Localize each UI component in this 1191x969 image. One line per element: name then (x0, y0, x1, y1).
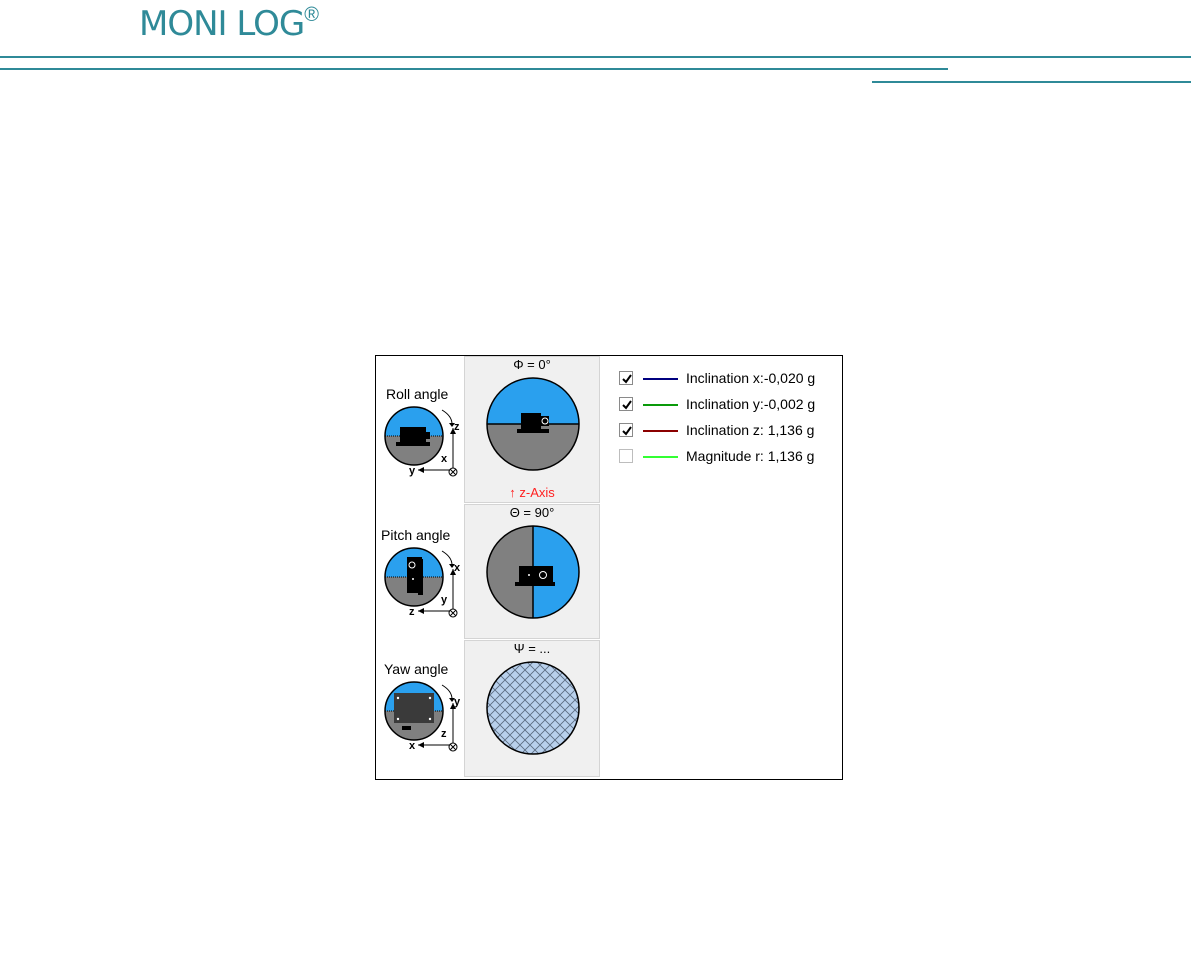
legend-label: Inclination y: (686, 396, 764, 412)
svg-text:x: x (454, 562, 461, 574)
legend-value: 1,136 g (767, 422, 815, 438)
inclination-y-line-sample (643, 404, 678, 406)
roll-angle-icon (382, 404, 466, 480)
pitch-angle-label: Pitch angle (381, 527, 451, 543)
svg-text:z: z (441, 728, 447, 740)
yaw-angle-icon (382, 679, 466, 755)
yaw-angle-label: Yaw angle (384, 661, 449, 677)
svg-text:x: x (441, 453, 448, 465)
z-axis-note: ↑ z-Axis (509, 485, 555, 500)
roll-attitude-indicator (485, 376, 581, 472)
magnitude-r-checkbox[interactable] (619, 449, 633, 463)
svg-text:z: z (409, 606, 415, 618)
registered-mark: ® (304, 4, 319, 26)
pitch-angle-icon (382, 545, 466, 621)
inclination-z-line-sample (643, 430, 678, 432)
yaw-angle-value: Ψ = ... (513, 641, 551, 656)
inclination-x-checkbox[interactable] (619, 371, 633, 385)
legend-label: Inclination z: (686, 422, 764, 438)
legend-value: 1,136 g (767, 448, 815, 464)
legend-label: Inclination x: (686, 370, 764, 386)
roll-angle-label: Roll angle (386, 386, 449, 402)
yaw-angle-display (464, 640, 600, 777)
legend-value: -0,002 g (763, 396, 816, 412)
pitch-angle-display (464, 504, 600, 639)
inclination-panel (375, 355, 843, 780)
header-rule-bottom (872, 81, 1191, 83)
inclination-z-checkbox[interactable] (619, 423, 633, 437)
magnitude-r-line-sample (643, 456, 678, 458)
roll-angle-value: Φ = 0° (513, 357, 551, 372)
header-rule-middle (0, 68, 948, 70)
pitch-angle-value: Θ = 90° (509, 505, 555, 520)
logo (139, 2, 319, 46)
pitch-attitude-indicator (485, 524, 581, 620)
yaw-indicator-unavailable (485, 660, 581, 756)
legend-label: Magnitude r: (686, 448, 764, 464)
legend-value: -0,020 g (763, 370, 816, 386)
svg-text:y: y (441, 594, 448, 606)
logo-text: MONI LOG (139, 4, 305, 44)
svg-text:z: z (454, 421, 460, 433)
svg-text:x: x (409, 740, 416, 752)
inclination-x-line-sample (643, 378, 678, 380)
svg-text:y: y (454, 696, 461, 708)
header-rule-top (0, 56, 1191, 58)
svg-text:y: y (409, 465, 416, 477)
inclination-y-checkbox[interactable] (619, 397, 633, 411)
roll-angle-display (464, 356, 600, 503)
